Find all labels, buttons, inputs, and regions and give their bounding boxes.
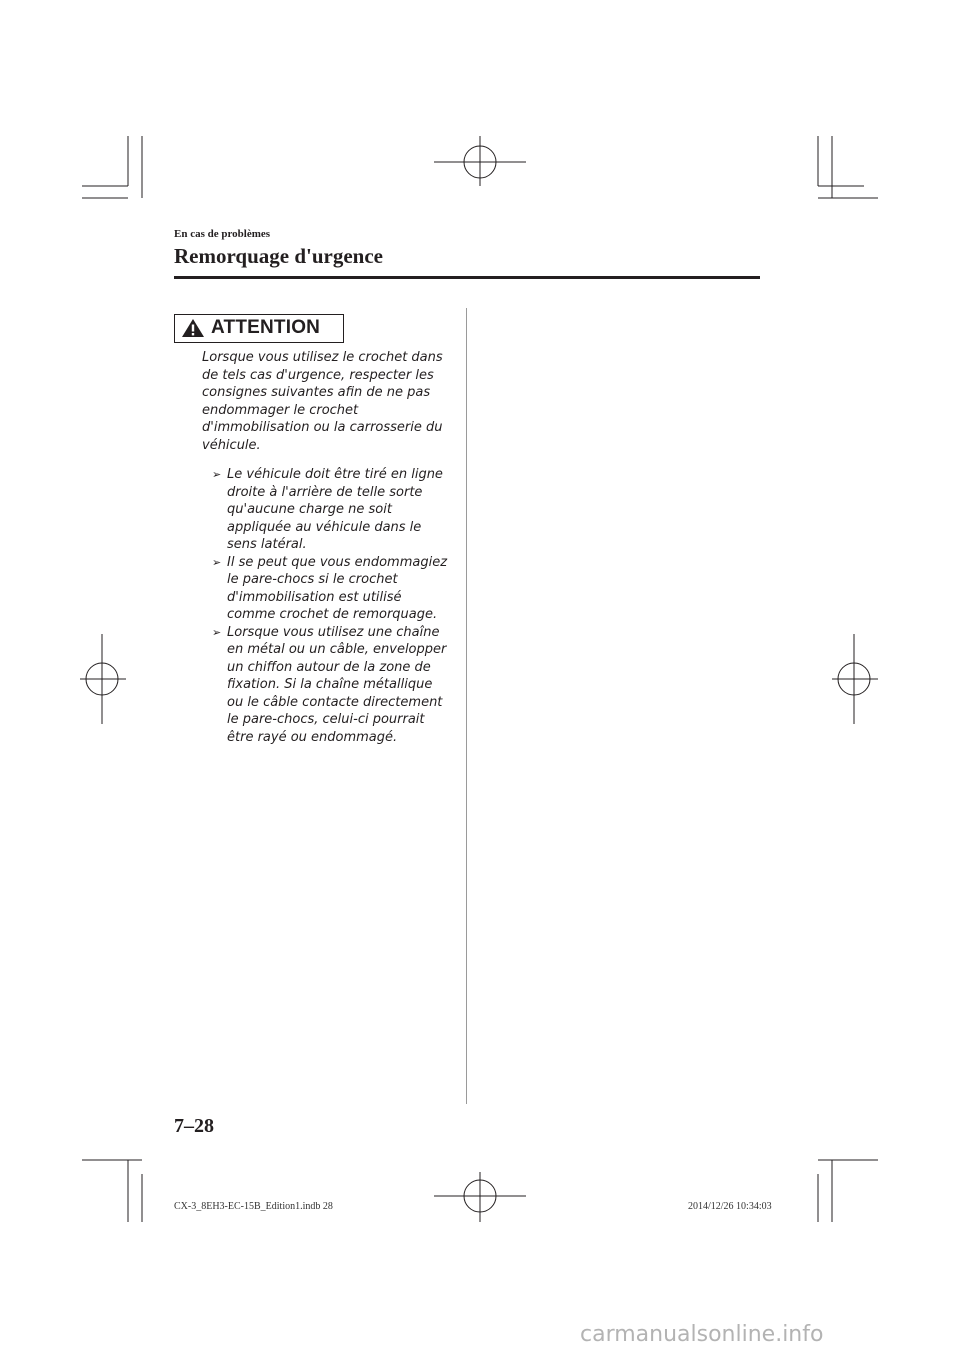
page-title: Remorquage d'urgence xyxy=(174,244,384,268)
warning-bullets xyxy=(212,466,452,746)
bullet-text: Lorsque vous utilisez une chaîne en métal ou un câble, envelopper un chiffon autour de la zone de fixation. Si la chaîne métallique ou le câble contacte directement le pare-chocs, celui-ci pourrait être rayé ou endommagé. xyxy=(227,624,447,745)
arrow-bullet-icon: ➢ xyxy=(212,625,222,639)
arrow-bullet-icon: ➢ xyxy=(212,555,222,569)
section-label: En cas de problèmes xyxy=(174,228,271,240)
warning-triangle-icon xyxy=(181,318,205,338)
list-item xyxy=(212,554,452,624)
title-rule xyxy=(174,276,760,279)
list-item xyxy=(212,624,452,747)
arrow-bullet-icon: ➢ xyxy=(212,468,222,481)
bullet-text: Le véhicule doit être tiré en ligne droite à l'arrière de telle sorte qu'aucune charge ne soit appliquée au véhicule dans le sens latéral. xyxy=(227,467,443,552)
watermark: carmanualsonline.info xyxy=(580,1322,824,1347)
warning-intro: Lorsque vous utilisez le crochet dans de tels cas d'urgence, respecter les consignes suivantes afin de ne pas endommager le crochet d'immobilisation ou la carrosserie du véhicule. xyxy=(202,350,443,453)
footer-file-name: CX-3_8EH3-EC-15B_Edition1.indb 28 xyxy=(174,1201,333,1212)
bullet-text: Il se peut que vous endommagiez le pare-chocs si le crochet d'immobilisation est utilisé comme crochet de remorquage. xyxy=(227,554,448,622)
list-item xyxy=(212,466,452,554)
warning-header xyxy=(174,314,344,343)
warning-title: ATTENTION xyxy=(211,317,321,338)
page-number: 7–28 xyxy=(174,1115,214,1137)
footer-timestamp: 2014/12/26 10:34:03 xyxy=(688,1201,772,1212)
column-divider xyxy=(466,308,467,1104)
